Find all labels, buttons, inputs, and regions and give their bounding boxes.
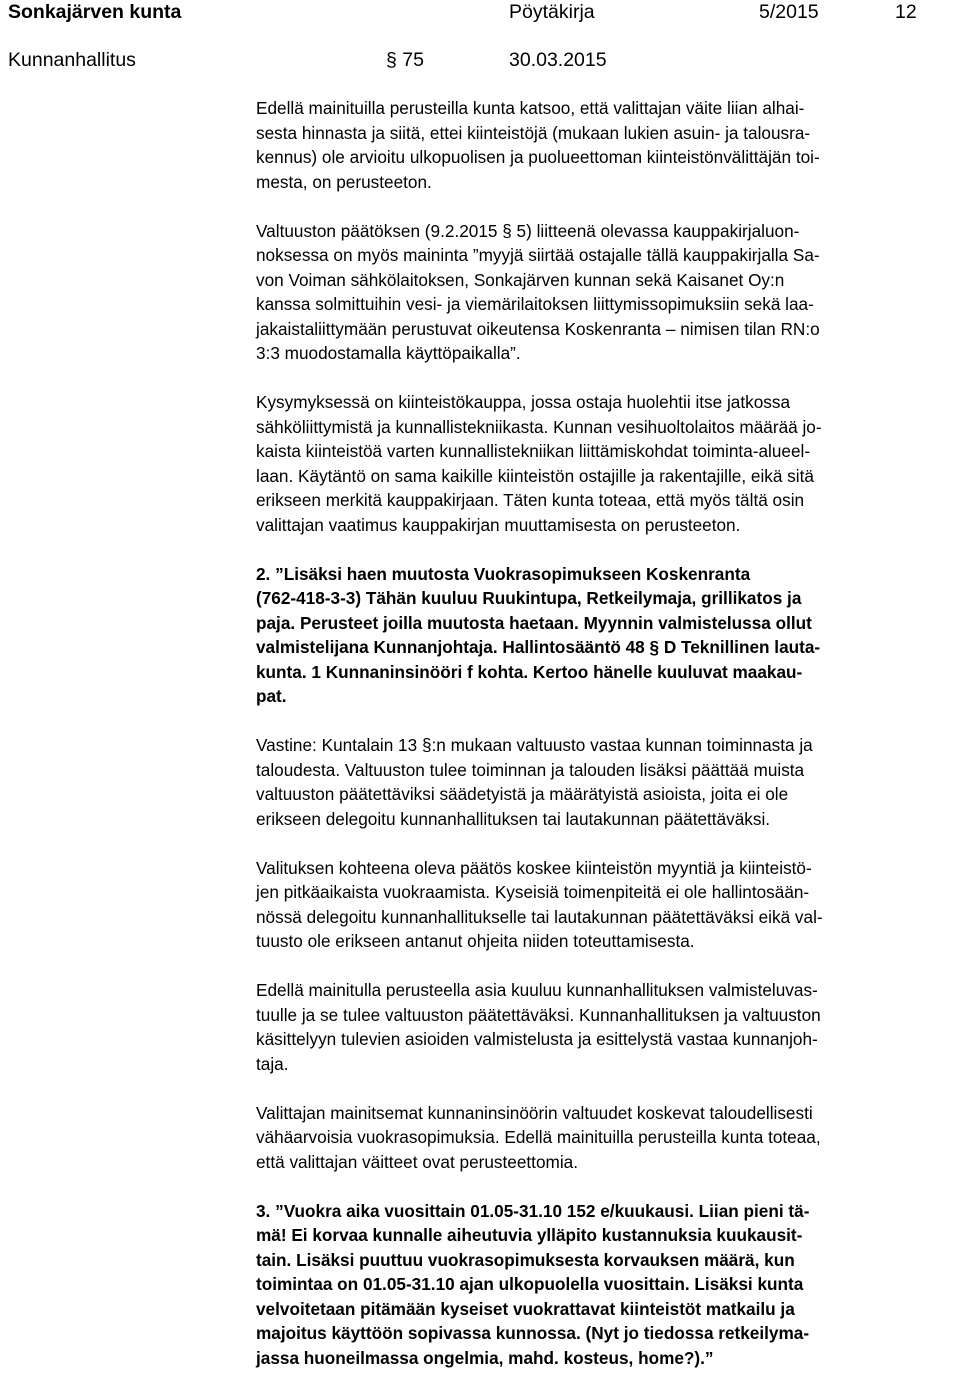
- paragraph-gap: [256, 831, 946, 856]
- paragraph: 3. ”Vuokra aika vuosittain 01.05-31.10 152 e/kuukausi. Liian pieni tä- mä! Ei korvaa kunnalle aiheutuvia ylläpito kustannuksia kuukausit- tain. Lisäksi puuttuu vuokrasopimuksesta korvauksen määrä, kun toimintaa on 01.05-31.10 ajan ulkopuolella vuosittain. Lisäksi kunta velvoitetaan pitämään kyseiset vuokrattavat kiinteistöt matkailu ja majoitus käyttöön sopivassa kunnossa. (Nyt jo tiedossa retkeilyma- jassa huoneilmassa ongelmia, mahd. kosteus, home?).”: [256, 1200, 810, 1368]
- paragraph: Vastine: Kuntalain 13 §:n mukaan valtuusto vastaa kunnan toiminnasta ja taloudesta. Valtuuston tulee toiminnan ja talouden lisäksi päättää muista valtuuston päätettäviksi säädetyistä ja määrätyistä asioista, joita ei ole erikseen delegoitu kunnanhallituksen tai lautakunnan päätettäväksi.: [256, 735, 813, 829]
- minutes-body: [256, 96, 946, 1370]
- section-number: § 75: [386, 49, 424, 71]
- paragraph-gap: [256, 1174, 946, 1199]
- paragraph-gap: [256, 194, 946, 219]
- paragraph: 2. ”Lisäksi haen muutosta Vuokrasopimukseen Koskenranta (762-418-3-3) Tähän kuuluu Ruukintupa, Retkeilymaja, grillikatos ja paja. Perusteet joilla muutosta haetaan. Myynnin valmistelussa ollut valmistelijana Kunnanjohtaja. Hallintosääntö 48 § D Teknillinen lauta- kunta. 1 Kunnaninsinööri f kohta. Kertoo hänelle kuuluvat maakau- pat.: [256, 563, 821, 706]
- paragraph: Edellä mainituilla perusteilla kunta katsoo, että valittajan väite liian alhai- sesta hinnasta ja siitä, ettei kiinteistöjä (mukaan lukien asuin- ja talousra- kennus) ole arvioitu ulkopuolisen ja puolueettoman kiinteistönvälittäjän toi- mesta, on perusteeton.: [256, 98, 820, 192]
- paragraph: Valituksen kohteena oleva päätös koskee kiinteistön myyntiä ja kiinteistö- jen pitkäaikaista vuokraamista. Kyseisiä toimenpiteitä ei ole hallintosään- nössä delegoitu kunnanhallitukselle tai lautakunnan päätettäväksi eikä val- tuusto ole erikseen antanut ohjeita niiden toteuttamisesta.: [256, 857, 823, 951]
- page-number: 12: [895, 1, 917, 23]
- paragraph-gap: [256, 537, 946, 562]
- body-name: Kunnanhallitus: [8, 49, 136, 71]
- meeting-date: 30.03.2015: [509, 49, 607, 71]
- paragraph-gap: [256, 709, 946, 734]
- paragraph: Valittajan mainitsemat kunnaninsinöörin valtuudet koskevat taloudellisesti vähäarvoisia vuokrasopimuksia. Edellä mainituilla perusteilla kunta toteaa, että valittajan väitteet ovat perusteettomia.: [256, 1102, 821, 1172]
- paragraph: Edellä mainitulla perusteella asia kuuluu kunnanhallituksen valmisteluvas- tuulle ja se tulee valtuuston päätettäväksi. Kunnanhallituksen ja valtuuston käsittelyyn tulevien asioiden valmistelusta ja esittelystä vastaa kunnanjoh- taja.: [256, 980, 821, 1074]
- org-name: Sonkajärven kunta: [8, 1, 182, 23]
- paragraph: Kysymyksessä on kiinteistökauppa, jossa ostaja huolehtii itse jatkossa sähköliittymistä ja kunnallistekniikasta. Kunnan vesihuoltolaitos määrää jo- kaista kiinteistöä varten kunnallistekniikan liittämiskohdat toiminta-alueel- laan. Käytäntö on sama kaikille kiinteistön ostajille ja rakentajille, eikä sitä erikseen merkitä kauppakirjaan. Täten kunta toteaa, että myös tältä osin valittajan vaatimus kauppakirjan muuttamisesta on perusteeton.: [256, 392, 822, 535]
- paragraph-gap: [256, 366, 946, 391]
- paragraph-gap: [256, 954, 946, 979]
- document-type: Pöytäkirja: [509, 1, 595, 23]
- paragraph-gap: [256, 1076, 946, 1101]
- paragraph: Valtuuston päätöksen (9.2.2015 § 5) liitteenä olevassa kauppakirjaluon- noksessa on myös maininta ”myyjä siirtää ostajalle tällä kauppakirjalla Sa- von Voiman sähkölaitoksen, Sonkajärven kunnan sekä Kaisanet Oy:n kanssa solmittuihin vesi- ja viemärilaitoksen liittymissopimuksiin sekä laa- jakaistaliittymään perustuvat oikeutensa Koskenranta – nimisen tilan RN:o 3:3 muodostamalla käyttöpaikalla”.: [256, 220, 820, 363]
- document-number: 5/2015: [759, 1, 819, 23]
